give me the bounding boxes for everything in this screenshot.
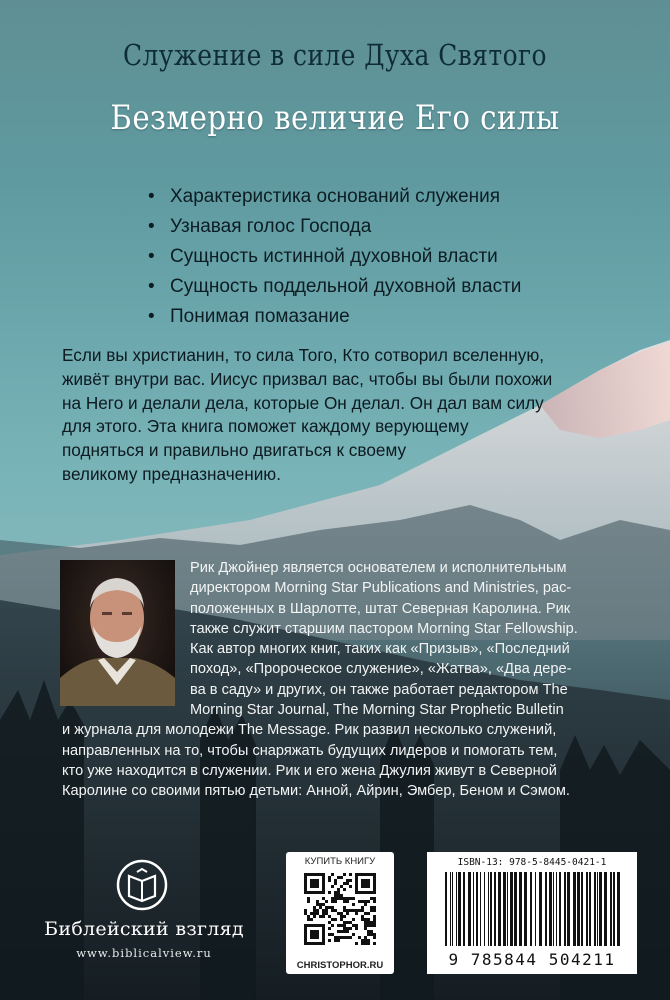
bullet-icon: • xyxy=(148,306,155,327)
bio-line: направленных на то, чтобы снаряжать будущих лидеров и помогать тем, xyxy=(62,742,558,759)
bullet-icon: • xyxy=(148,186,155,207)
qr-code-icon xyxy=(304,873,376,945)
bio-line: и журнала для молодежи The Message. Рик развил несколько служений, xyxy=(62,722,557,739)
bullet-icon: • xyxy=(148,276,155,297)
qr-code-box xyxy=(286,852,394,974)
book-description xyxy=(62,344,652,487)
bullet-icon: • xyxy=(148,246,155,267)
list-item: • Узнавая голос Господа xyxy=(148,212,521,242)
bio-line: Morning Star Journal, The Morning Star Prophetic Bulletin xyxy=(190,702,564,719)
bio-line: также служит старшим пастором Morning Star Fellowship. xyxy=(190,620,578,637)
list-item: • Характеристика оснований служения xyxy=(148,182,521,212)
description-line: Если вы христианин, то сила Того, Кто сотворил вселенную, xyxy=(62,345,545,365)
bio-line: Рик Джойнер является основателем и исполнительным xyxy=(190,560,567,576)
bullet-icon: • xyxy=(148,216,155,237)
bio-line: поход», «Пророческое служение», «Жатва», «Два дере- xyxy=(190,661,572,678)
description-line: на Него и делали дела, которые Он делал. Он дал вам силу xyxy=(62,392,544,413)
list-item: • Сущность поддельной духовной власти xyxy=(148,272,521,302)
barcode-digits: 9 785844 504211 xyxy=(448,950,616,969)
isbn-barcode xyxy=(427,852,637,974)
bio-line: Каролине со своими пятью детьми: Анной, Айрин, Эмбер, Беном и Сэмом. xyxy=(62,783,570,800)
bio-line: ва в саду» и других, он также работает редактором The xyxy=(190,681,568,698)
publisher-url: www.biblicalview.ru xyxy=(76,946,212,960)
description-line: живёт внутри вас. Иисус призвал вас, чтобы вы были похожи xyxy=(62,368,553,389)
topic-list xyxy=(148,182,521,332)
book-title: Безмерно величие Его силы xyxy=(110,98,560,138)
author-bio xyxy=(62,558,622,802)
list-item: • Понимая помазание xyxy=(148,302,521,332)
publisher-logo-icon xyxy=(115,858,169,912)
bio-line: кто уже находится в служении. Рик и его жена Джулия живут в Северной xyxy=(62,762,557,779)
qr-caption: КУПИТЬ КНИГУ xyxy=(304,856,376,867)
publisher-name: Библейский взгляд xyxy=(44,918,244,940)
qr-site: CHRISTOPHOR.RU xyxy=(296,960,384,971)
barcode-icon xyxy=(439,872,625,950)
description-line: великому предназначению. xyxy=(62,463,281,484)
bio-line: положенных в Шарлотте, штат Северная Каролина. Рик xyxy=(190,600,571,617)
bio-line: директором Morning Star Publications and Ministries, рас- xyxy=(190,580,572,597)
series-title: Служение в силе Духа Святого xyxy=(123,38,547,72)
bio-line: Как автор многих книг, таких как «Призыв», «Последний xyxy=(190,641,570,658)
isbn-label: ISBN-13: 978-5-8445-0421-1 xyxy=(457,857,607,868)
description-line: для этого. Эта книга поможет каждому верующему xyxy=(62,416,469,437)
description-line: подняться и правильно двигаться к своему xyxy=(62,440,407,461)
list-item: • Сущность истинной духовной власти xyxy=(148,242,521,272)
